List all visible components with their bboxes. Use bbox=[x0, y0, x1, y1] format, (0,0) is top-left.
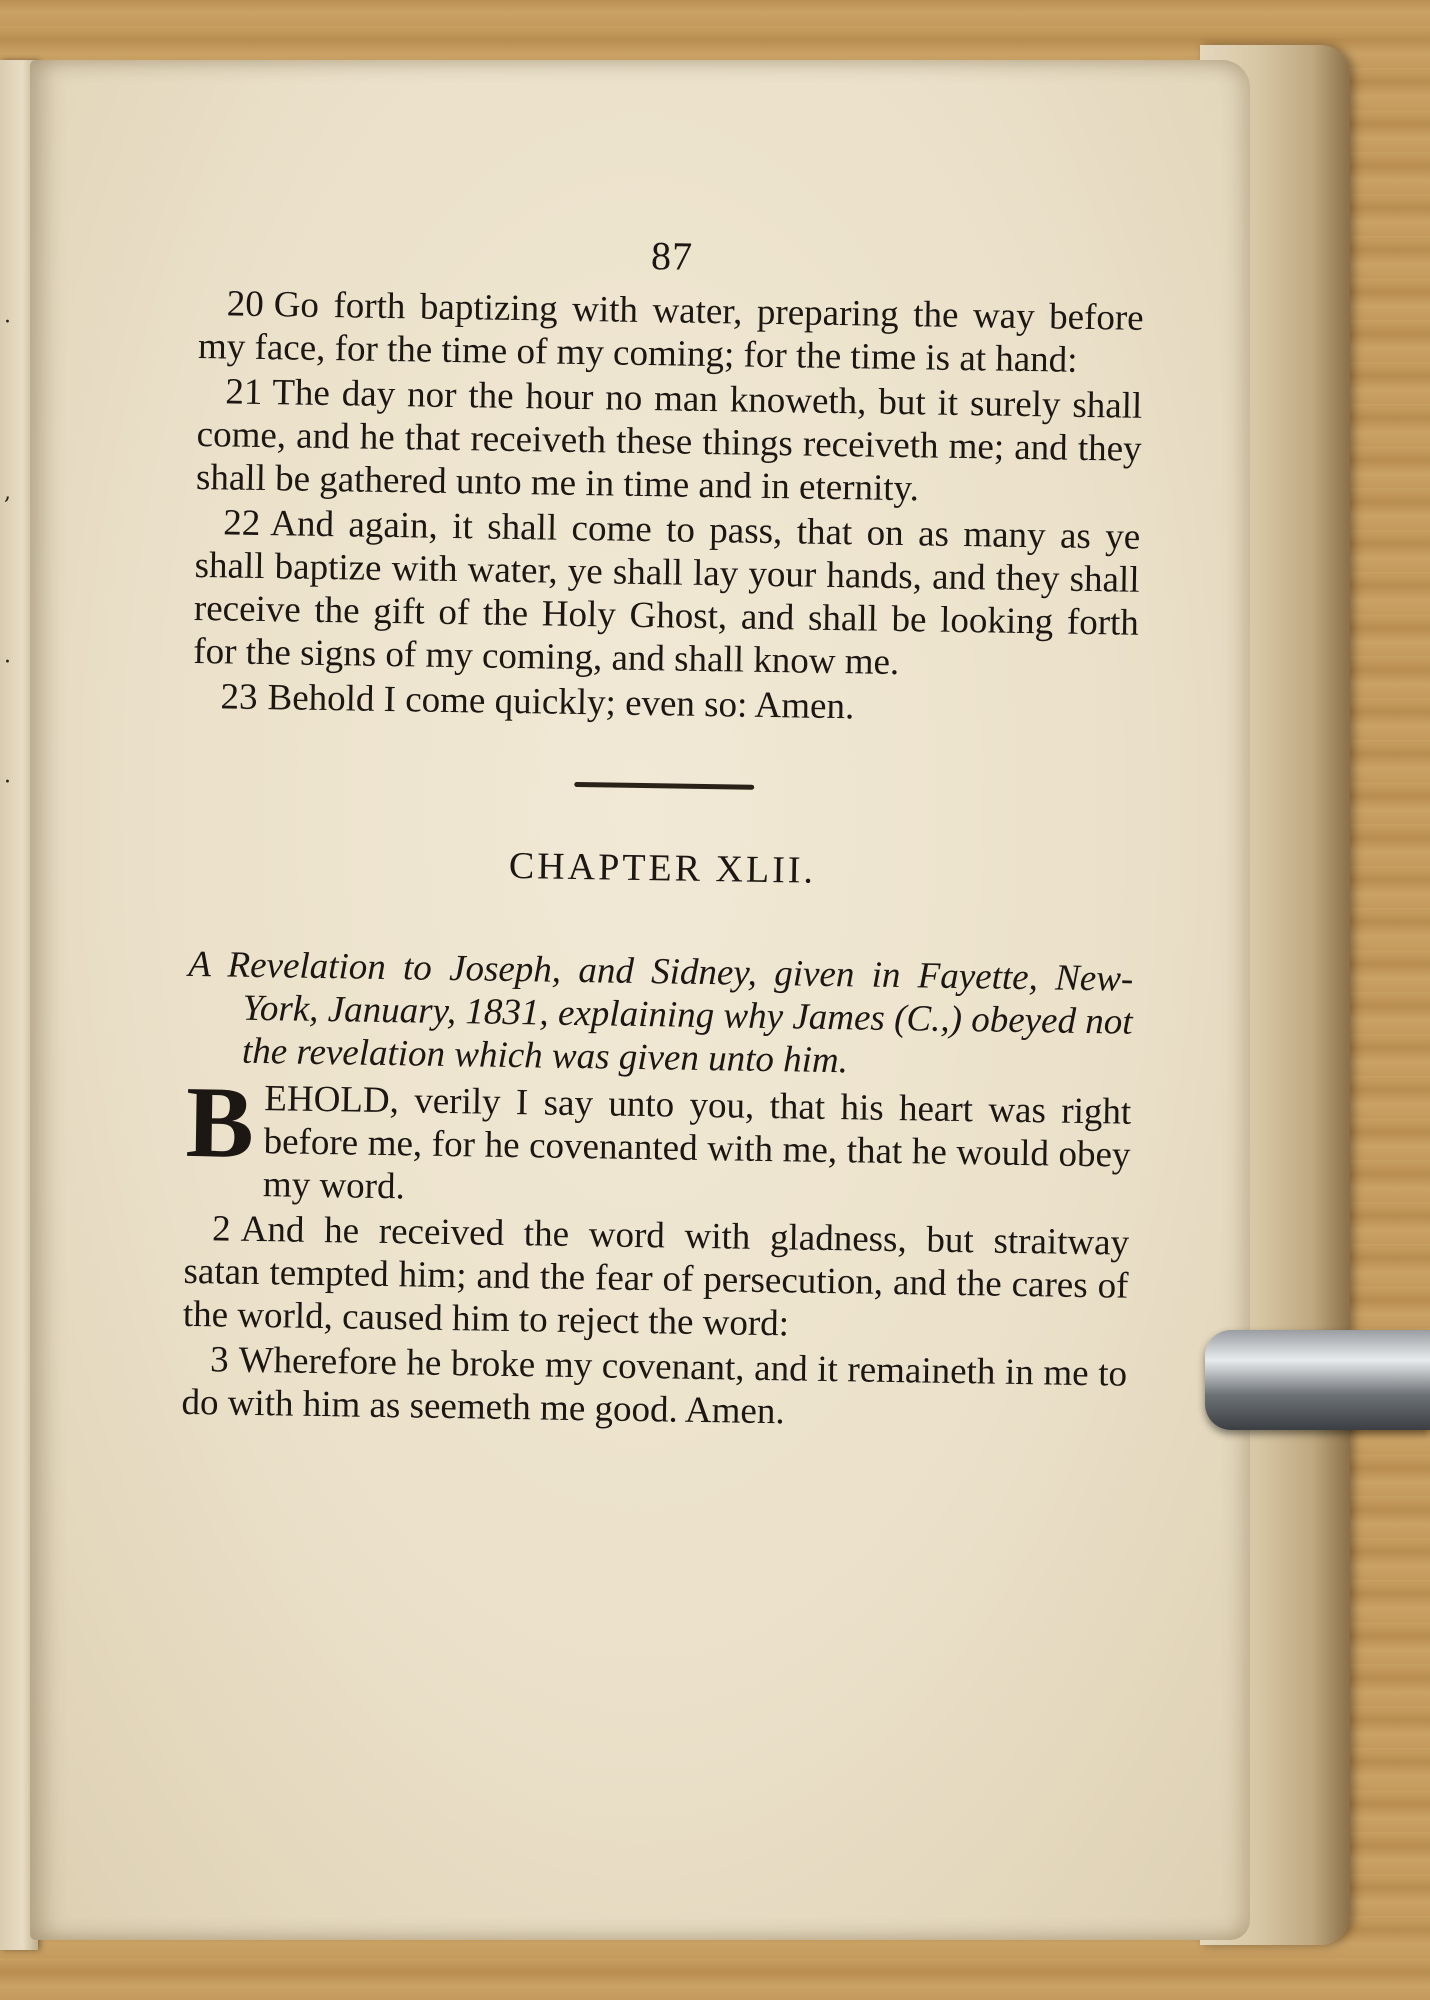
book-page bbox=[30, 60, 1250, 1940]
verse-number: 2 bbox=[211, 1208, 232, 1250]
verse-21 bbox=[196, 370, 1143, 514]
verse-text: Wherefore he broke my covenant, and it remaineth in me to do with him as seemeth me good. Amen. bbox=[181, 1339, 1128, 1433]
verse-number: 23 bbox=[220, 676, 258, 718]
metal-page-clip bbox=[1205, 1330, 1430, 1430]
section-divider-rule bbox=[574, 782, 754, 790]
verse-number: 21 bbox=[225, 371, 263, 413]
verse-text: And he received the word with gladness, but straitway satan tempted him; and the fear of persecution, and the cares of the world, caused him to reject the word: bbox=[182, 1208, 1130, 1345]
page-text-block bbox=[181, 225, 1145, 1441]
verse-text: Behold I come quickly; even so: Amen. bbox=[267, 677, 855, 728]
verse-number: 22 bbox=[223, 502, 261, 544]
facing-page-edge: · , · · bbox=[0, 60, 38, 1950]
verse-22 bbox=[193, 501, 1141, 688]
chapter-summary: A Revelation to Joseph, and Sidney, given in Fayette, New-York, January, 1831, explaining why James (C.,) obeyed not the revelation which was given unto him. bbox=[188, 943, 1134, 1082]
verse-3 bbox=[181, 1338, 1127, 1439]
verse-20 bbox=[198, 282, 1144, 383]
page-number: 87 bbox=[650, 233, 694, 279]
opening-text: EHOLD, verily I say unto you, that his heart was right before me, for he covenanted with me, that he would obey my word. bbox=[262, 1078, 1132, 1208]
chapter-opening-paragraph bbox=[185, 1065, 1132, 1220]
verse-number: 20 bbox=[226, 283, 265, 326]
verse-text: The day nor the hour no man knoweth, but it surely shall come, and he that receiveth these things receiveth me; and they shall be gathered unto me in time and in eternity. bbox=[195, 372, 1143, 510]
drop-cap: B bbox=[185, 1065, 255, 1180]
verse-number: 3 bbox=[209, 1339, 229, 1381]
verse-text: Go forth baptizing with water, preparing the way before my face, for the time of my coming; for the time is at hand: bbox=[197, 284, 1144, 381]
chapter-title: CHAPTER XLII. bbox=[508, 844, 817, 892]
verse-text: And again, it shall come to pass, that on as many as ye shall baptize with water, ye shall lay your hands, and they shall receive the gift of the Holy Ghost, and shall be looking forth for the signs of my coming, and shall know me. bbox=[192, 503, 1141, 684]
verse-2 bbox=[183, 1207, 1130, 1351]
